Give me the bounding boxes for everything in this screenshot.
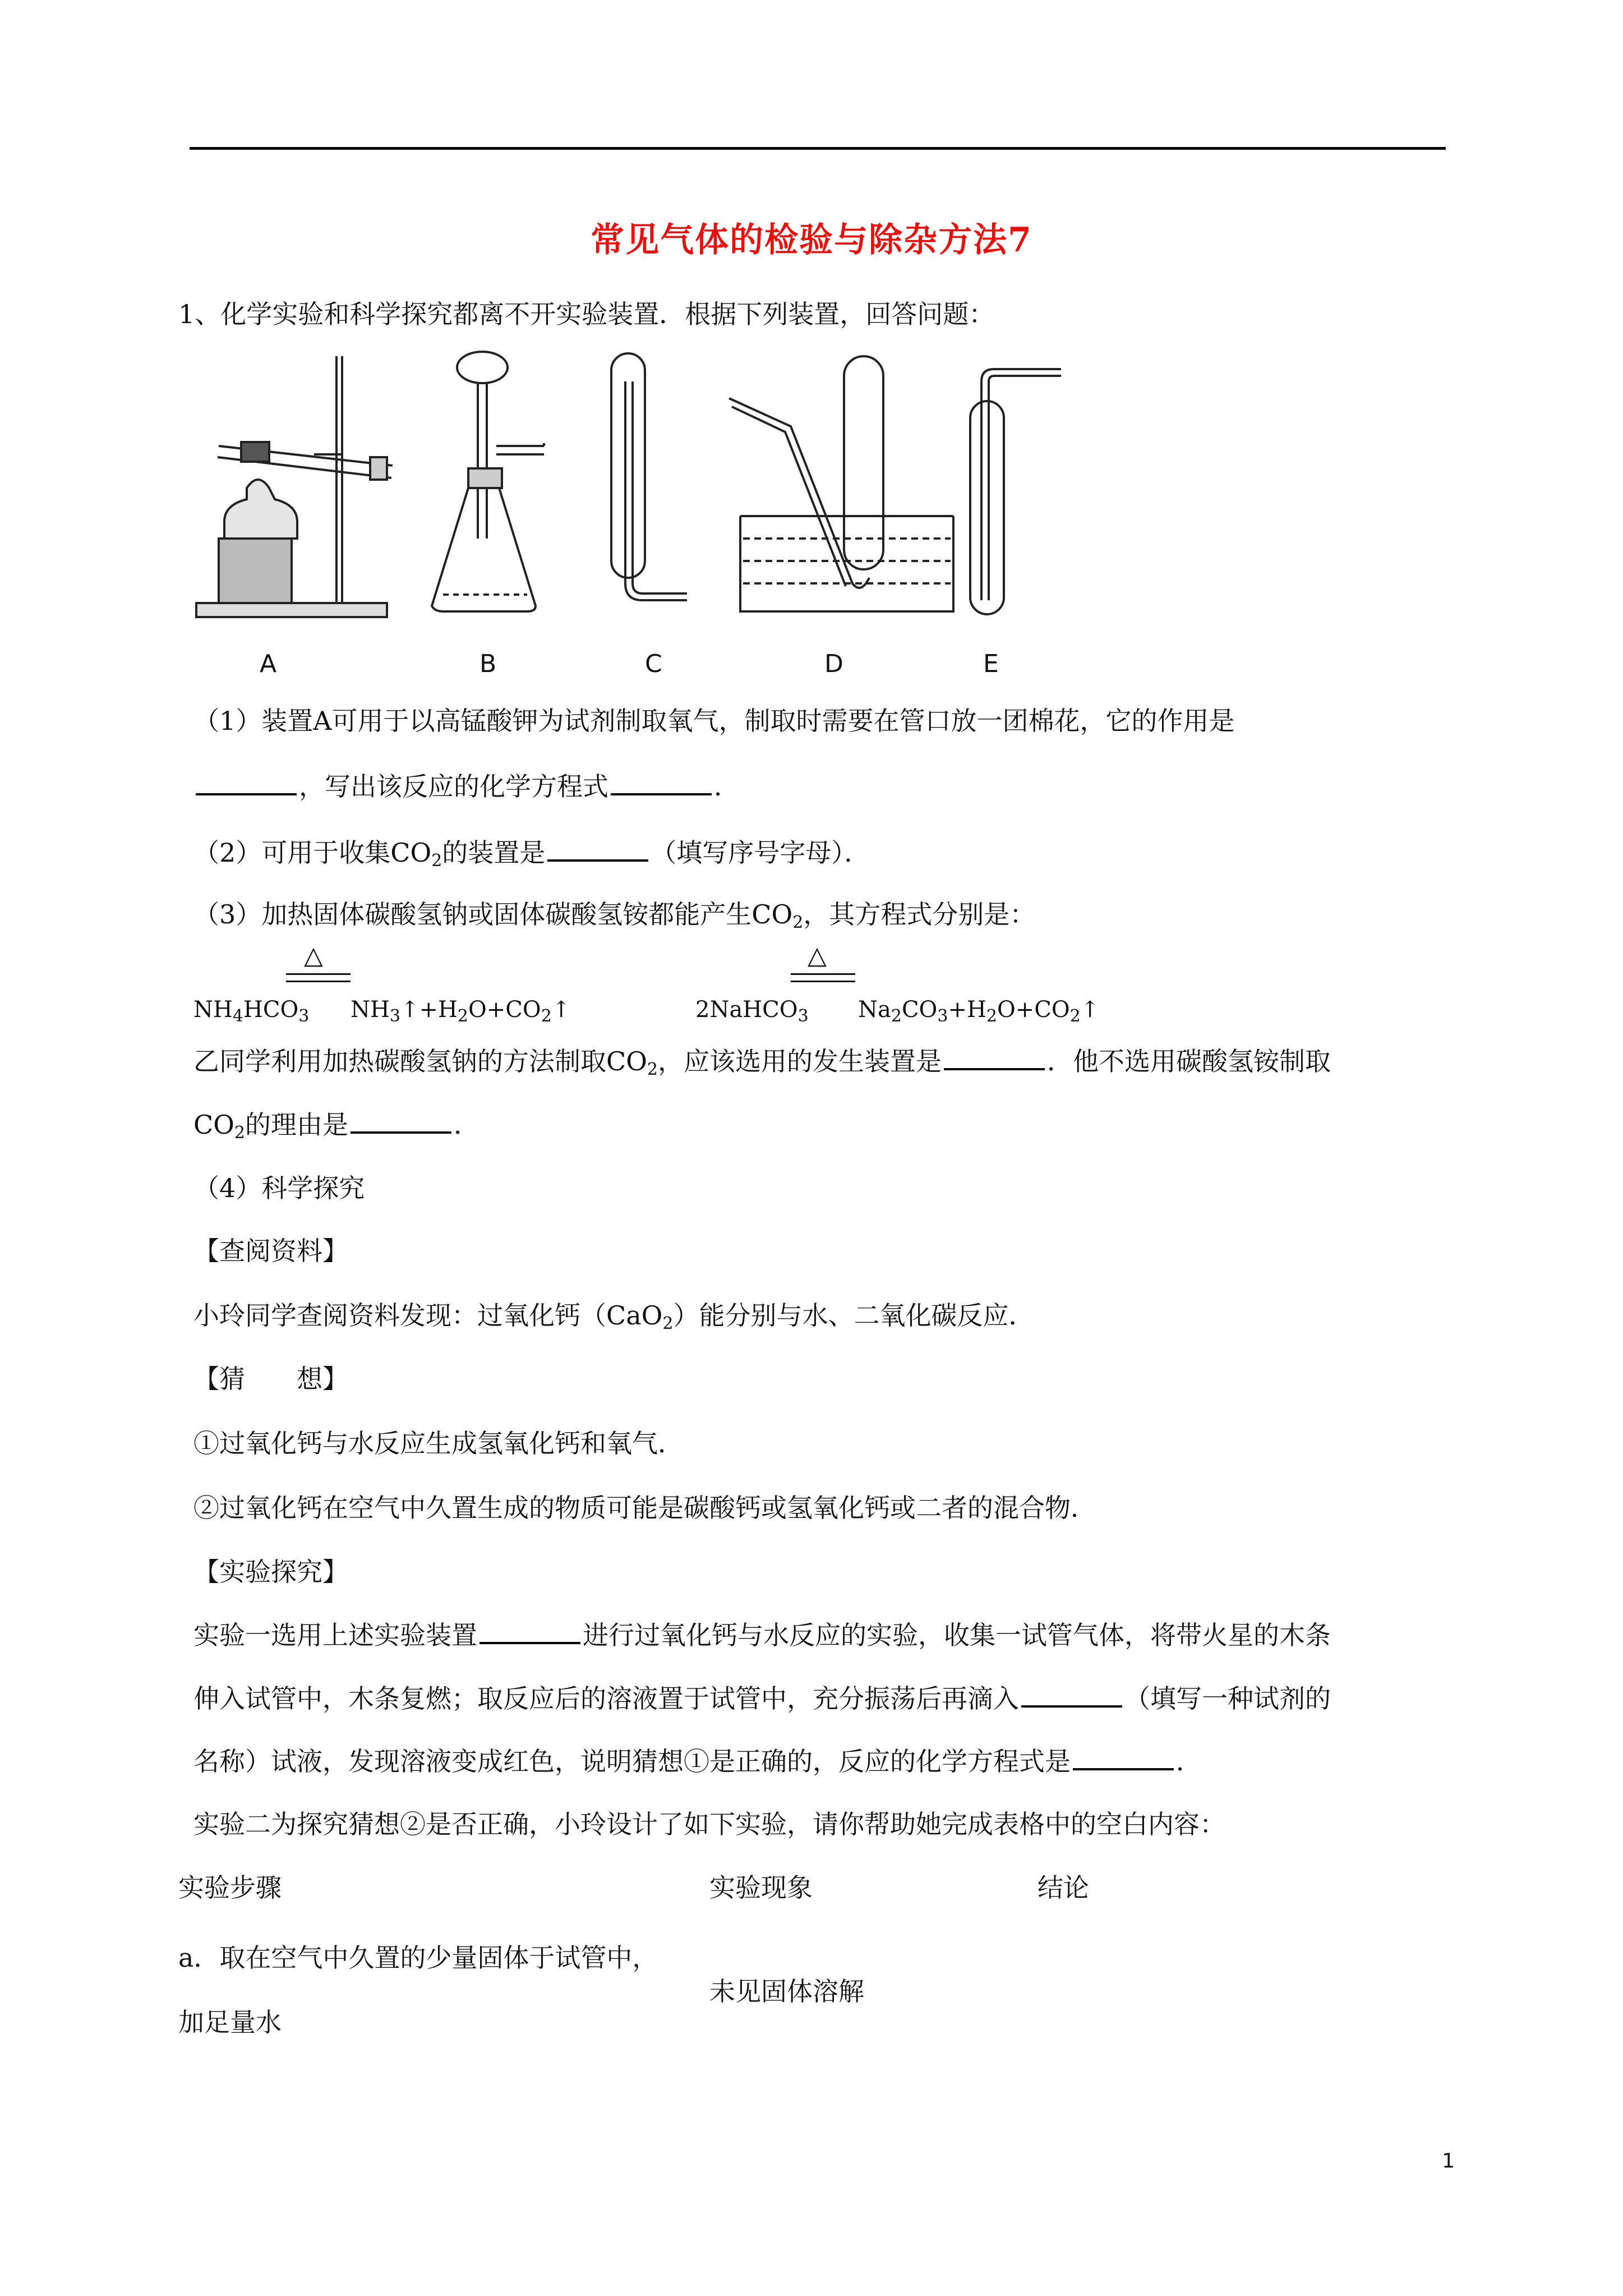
blank-cotton-purpose[interactable] bbox=[196, 771, 297, 795]
eq-bar-1a bbox=[286, 973, 351, 975]
part4: （4）科学探究 bbox=[193, 1173, 365, 1203]
label-a: A bbox=[260, 650, 277, 678]
info-text: 小玲同学查阅资料发现：过氧化钙（CaO$_2$）能分别与水、二氧化碳反应． bbox=[193, 1300, 1035, 1333]
delta-symbol-1: △ bbox=[304, 941, 323, 970]
part3-line2: 乙同学利用加热碳酸氢钠的方法制取$CO_2$，应该选用的发生装置是 ．他不选用碳酸氢铵制取 bbox=[193, 1046, 1331, 1079]
eq1-right: $NH_3↑+H_2O+CO_2↑$ bbox=[351, 997, 571, 1026]
exp1-line3: 名称）试液，发现溶液变成红色，说明猜想①是正确的，反应的化学方程式是 ． bbox=[193, 1746, 1202, 1777]
eq-bar-1b bbox=[286, 981, 351, 982]
label-e: E bbox=[983, 650, 999, 678]
blank-exp1-device[interactable] bbox=[479, 1619, 580, 1644]
heading-info: 【查阅资料】 bbox=[193, 1236, 348, 1266]
page-title: 常见气体的检验与除杂方法7 bbox=[591, 220, 1032, 260]
blank-cao2-equation[interactable] bbox=[1073, 1746, 1174, 1770]
eq2-left: 2NaHCO$_3$ bbox=[695, 997, 809, 1026]
table-header-conclusion: 结论 bbox=[1038, 1872, 1089, 1903]
eq2-right: $Na_2CO_3+H_2O+CO_2↑$ bbox=[858, 997, 1100, 1026]
row-a-phenomenon: 未见固体溶解 bbox=[709, 1976, 864, 2007]
exp1-line2: 伸入试管中，木条复燃；取反应后的溶液置于试管中，充分振荡后再滴入 （填写一种试剂的 bbox=[193, 1683, 1331, 1714]
eq-bar-2a bbox=[791, 973, 855, 975]
blank-indicator[interactable] bbox=[1021, 1683, 1122, 1708]
exp1-line1: 实验一选用上述实验装置 进行过氧化钙与水反应的实验，收集一试管气体，将带火星的木条 bbox=[193, 1620, 1331, 1650]
header-rule bbox=[190, 147, 1446, 150]
blank-nh4hco3-reason[interactable] bbox=[351, 1109, 451, 1134]
delta-symbol-2: △ bbox=[808, 941, 827, 970]
blank-nahco3-device[interactable] bbox=[944, 1046, 1045, 1070]
table-header-phenomenon: 实验现象 bbox=[709, 1872, 813, 1903]
part1-line1: （1）装置A可用于以高锰酸钾为试剂制取氧气，制取时需要在管口放一团棉花，它的作用是 bbox=[193, 706, 1235, 736]
eq1-left: $NH_4HCO_3$ bbox=[193, 997, 310, 1026]
apparatus-figure bbox=[185, 348, 1094, 628]
eq-bar-2b bbox=[791, 981, 855, 982]
blank-co2-collector[interactable] bbox=[547, 837, 648, 862]
row-a-step-line1: a．取在空气中久置的少量固体于试管中， bbox=[178, 1943, 658, 1973]
guess-2: ②过氧化钙在空气中久置生成的物质可能是碳酸钙或氢氧化钙或二者的混合物． bbox=[193, 1493, 1096, 1523]
part3-line3: $CO_2$的理由是 ． bbox=[193, 1110, 480, 1143]
blank-kmno4-equation[interactable] bbox=[611, 771, 712, 795]
exp2-intro: 实验二为探究猜想②是否正确，小玲设计了如下实验，请你帮助她完成表格中的空白内容： bbox=[193, 1809, 1225, 1839]
guess-1: ①过氧化钙与水反应生成氢氧化钙和氧气． bbox=[193, 1428, 684, 1458]
label-c: C bbox=[645, 650, 662, 678]
part3-intro: （3）加热固体碳酸氢钠或固体碳酸氢铵都能产生$CO_2$，其方程式分别是： bbox=[193, 899, 1036, 932]
heading-guess: 【猜 想】 bbox=[193, 1364, 348, 1394]
heading-experiment: 【实验探究】 bbox=[193, 1557, 348, 1587]
row-a-step-line2: 加足量水 bbox=[178, 2007, 282, 2037]
question-stem: 1、化学实验和科学探究都离不开实验装置．根据下列装置，回答问题： bbox=[178, 299, 995, 329]
part2: （2）可用于收集$CO_2$的装置是 （填写序号字母）． bbox=[193, 838, 870, 871]
label-b: B bbox=[479, 650, 497, 678]
part1-line2: ，写出该反应的化学方程式 ． bbox=[193, 770, 740, 803]
page-number: 1 bbox=[1442, 2150, 1455, 2173]
label-d: D bbox=[824, 650, 843, 678]
table-header-step: 实验步骤 bbox=[178, 1872, 282, 1903]
